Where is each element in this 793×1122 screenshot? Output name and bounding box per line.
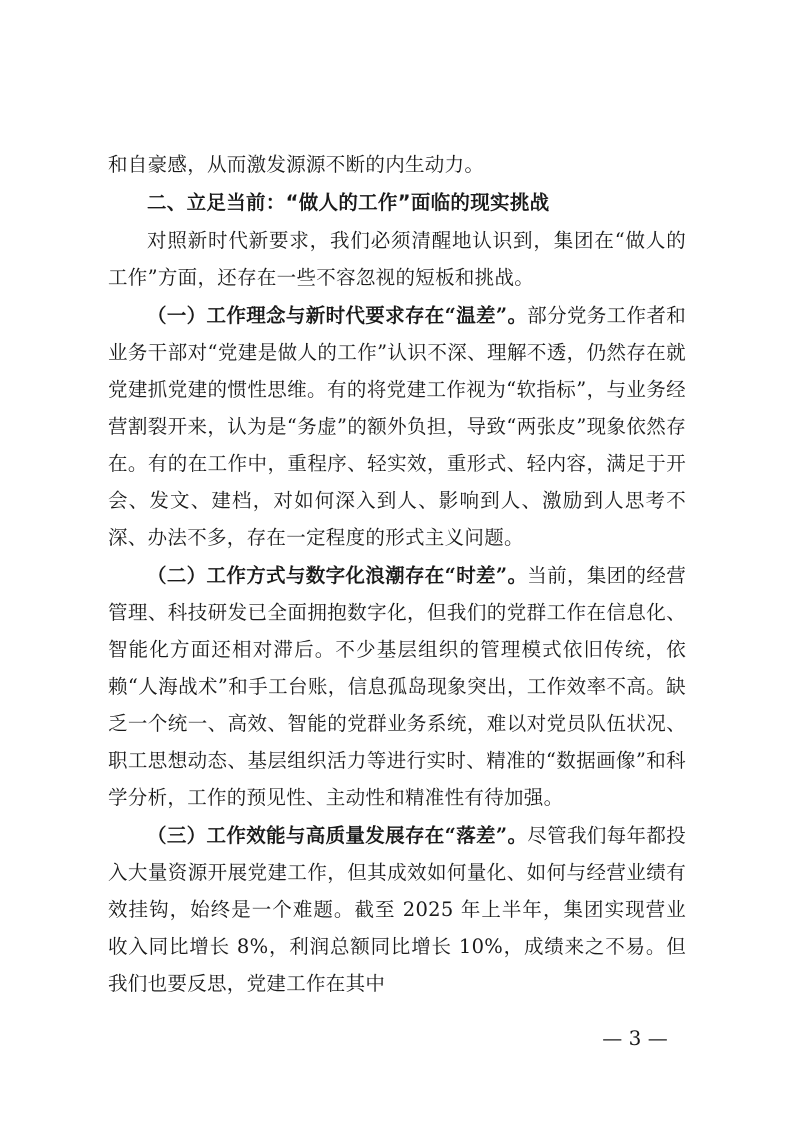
item-paragraph-3 xyxy=(108,817,686,1002)
intro-paragraph: 对照新时代新要求，我们必须清醒地认识到，集团在“做人的工作”方面，还存在一些不容忽视的短板和挑战。 xyxy=(108,229,686,289)
item-text-1: 部分党务工作者和业务干部对“党建是做人的工作”认识不深、理解不透，仍然存在就党建抓党建的惯性思维。有的将党建工作视为“软指标”，与业务经营割裂开来，认为是“务虚”的额外负担，导致“两张皮”现象依然存在。有的在工作中，重程序、轻实效，重形式、轻内容，满足于开会、发文、建档，对如何深入到人、影响到人、激励到人思考不深、办法不多，存在一定程度的形式主义问题。 xyxy=(108,304,686,549)
item-paragraph-1 xyxy=(108,297,686,556)
item-paragraph-2 xyxy=(108,557,686,816)
item-lead-3: （三）工作效能与高质量发展存在“落差”。 xyxy=(147,824,528,847)
item-lead-2: （二）工作方式与数字化浪潮存在“时差”。 xyxy=(147,564,528,587)
continuation-paragraph: 和自豪感，从而激发源源不断的内生动力。 xyxy=(108,153,485,176)
item-lead-1: （一）工作理念与新时代要求存在“温差”。 xyxy=(147,304,528,327)
section-heading: 二、立足当前：“做人的工作”面临的现实挑战 xyxy=(147,191,550,214)
body-text xyxy=(108,146,686,1003)
item-text-2: 当前，集团的经营管理、科技研发已全面拥抱数字化，但我们的党群工作在信息化、智能化方面还相对滞后。不少基层组织的管理模式依旧传统，依赖“人海战术”和手工台账，信息孤岛现象突出，工作效率不高。缺乏一个统一、高效、智能的党群业务系统，难以对党员队伍状况、职工思想动态、基层组织活力等进行实时、精准的“数据画像”和科学分析，工作的预见性、主动性和精准性有待加强。 xyxy=(108,564,686,809)
page-number: — 3 — xyxy=(602,1026,668,1050)
item-text-3: 尽管我们每年都投入大量资源开展党建工作，但其成效如何量化、如何与经营业绩有效挂钩，始终是一个难题。截至 2025 年上半年，集团实现营业收入同比增长 8%，利润总额同比增长 10%，成绩来之不易。但我们也要反思，党建工作在其中 xyxy=(108,824,686,995)
